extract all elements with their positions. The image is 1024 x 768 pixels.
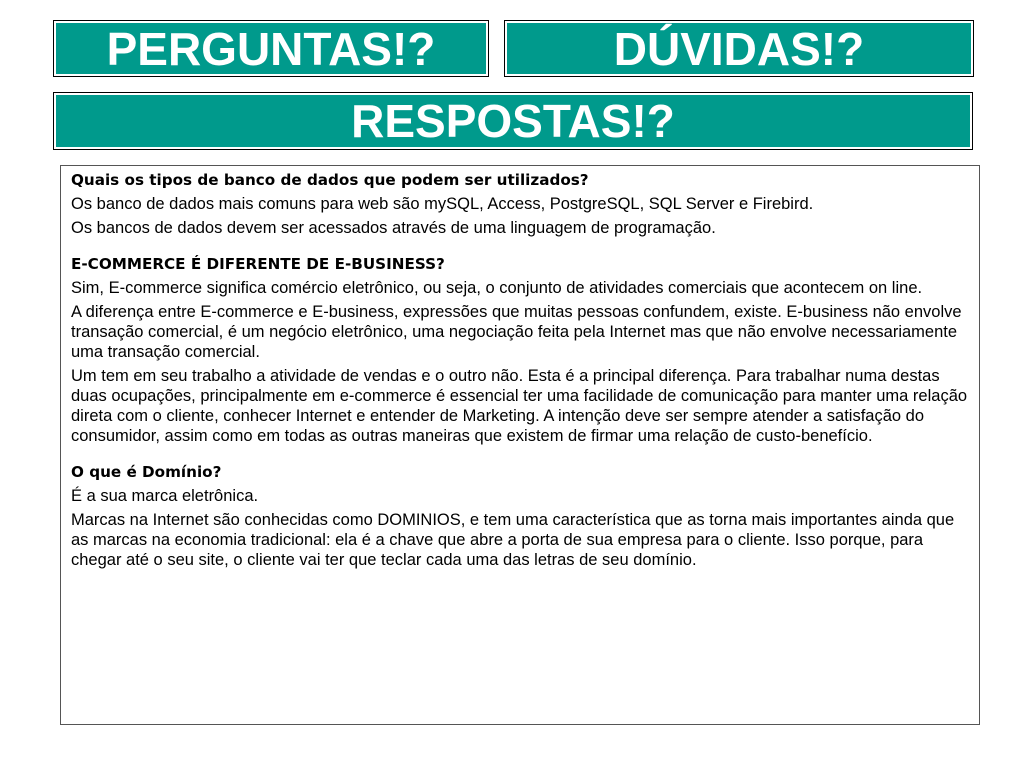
faq-section-domain: [71, 462, 969, 570]
faq-section-ecommerce: [71, 254, 969, 446]
answer-paragraph: É a sua marca eletrônica.: [71, 487, 259, 505]
faq-content-box: [60, 165, 980, 725]
answer-paragraph: Os bancos de dados devem ser acessados através de uma linguagem de programação.: [71, 219, 716, 237]
duvidas-banner-text: DÚVIDAS!?: [613, 22, 865, 75]
answer-paragraph: Os banco de dados mais comuns para web são mySQL, Access, PostgreSQL, SQL Server e Firebird.: [71, 195, 814, 213]
question-what-is-domain: O que é Domínio?: [71, 463, 222, 481]
answer-paragraph: Sim, E-commerce significa comércio eletrônico, ou seja, o conjunto de atividades comerciais que acontecem on line.: [71, 279, 923, 297]
answer-paragraph: A diferença entre E-commerce e E-business, expressões que muitas pessoas confundem, existe. E-business não envolve transação comercial, é um negócio eletrônico, uma negociação feita pela Internet mas que não envolve necessariamente uma transação comercial.: [71, 303, 962, 361]
answer-paragraph: Marcas na Internet são conhecidas como DOMINIOS, e tem uma característica que as torna mais importantes ainda que as marcas na economia tradicional: ela é a chave que abre a porta de sua empresa para o cliente. Isso porque, para chegar até o seu site, o cliente vai ter que teclar cada uma das letras de seu domínio.: [71, 511, 955, 569]
answer-paragraph: Um tem em seu trabalho a atividade de vendas e o outro não. Esta é a principal diferença. Para trabalhar numa destas duas ocupações, principalmente em e-commerce é essencial ter uma facilidade de comunicação para manter uma relação direta com o cliente, conhecer Internet e entender de Marketing. A intenção deve ser sempre atender a satisfação do consumidor, assim como em todas as outras maneiras que existem de firmar uma relação de custo-benefício.: [71, 367, 968, 445]
question-ecommerce-vs-ebusiness: E-COMMERCE É DIFERENTE DE E-BUSINESS?: [71, 255, 445, 273]
faq-section-database: [71, 170, 969, 238]
duvidas-banner: [504, 20, 974, 77]
respostas-banner: [53, 92, 973, 150]
perguntas-banner: [53, 20, 489, 77]
perguntas-banner-text: PERGUNTAS!?: [106, 22, 436, 75]
question-database-types: Quais os tipos de banco de dados que podem ser utilizados?: [71, 171, 589, 189]
respostas-banner-text: RESPOSTAS!?: [351, 95, 675, 147]
